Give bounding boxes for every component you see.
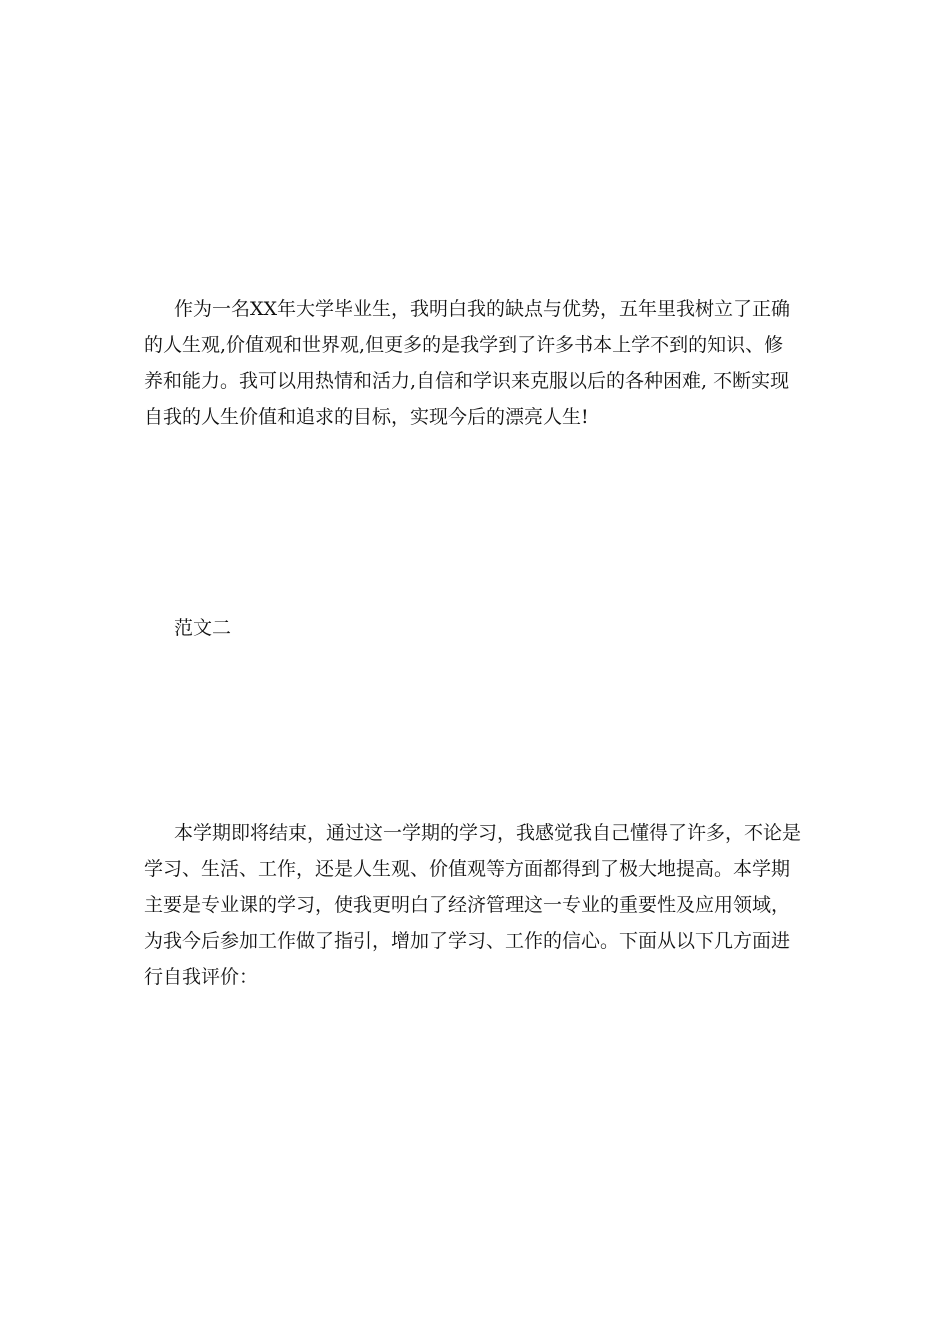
section-heading: 范文二: [174, 617, 232, 639]
paragraph-line: 作为一名XX年大学毕业生，我明白我的缺点与优势，五年里我树立了正确: [174, 298, 791, 320]
paragraph-line: 为我今后参加工作做了指引，增加了学习、工作的信心。下面从以下几方面进: [144, 930, 791, 952]
paragraph-line: 学习、生活、工作，还是人生观、价值观等方面都得到了极大地提高。本学期: [144, 858, 791, 880]
paragraph-line: 主要是专业课的学习，使我更明白了经济管理这一专业的重要性及应用领域，: [144, 894, 791, 916]
paragraph-line: 自我的人生价值和追求的目标，实现今后的漂亮人生!: [144, 406, 589, 428]
paragraph-line: 的人生观,价值观和世界观,但更多的是我学到了许多书本上学不到的知识、修: [144, 334, 784, 356]
paragraph-line: 行自我评价：: [144, 966, 259, 988]
paragraph-line: 养和能力。我可以用热情和活力,自信和学识来克服以后的各种困难, 不断实现: [144, 370, 790, 392]
paragraph-line: 本学期即将结束，通过这一学期的学习，我感觉我自己懂得了许多，不论是: [174, 822, 802, 844]
paragraph-1: [144, 291, 812, 435]
paragraph-2: [144, 815, 812, 995]
section-heading-block: [144, 610, 812, 646]
